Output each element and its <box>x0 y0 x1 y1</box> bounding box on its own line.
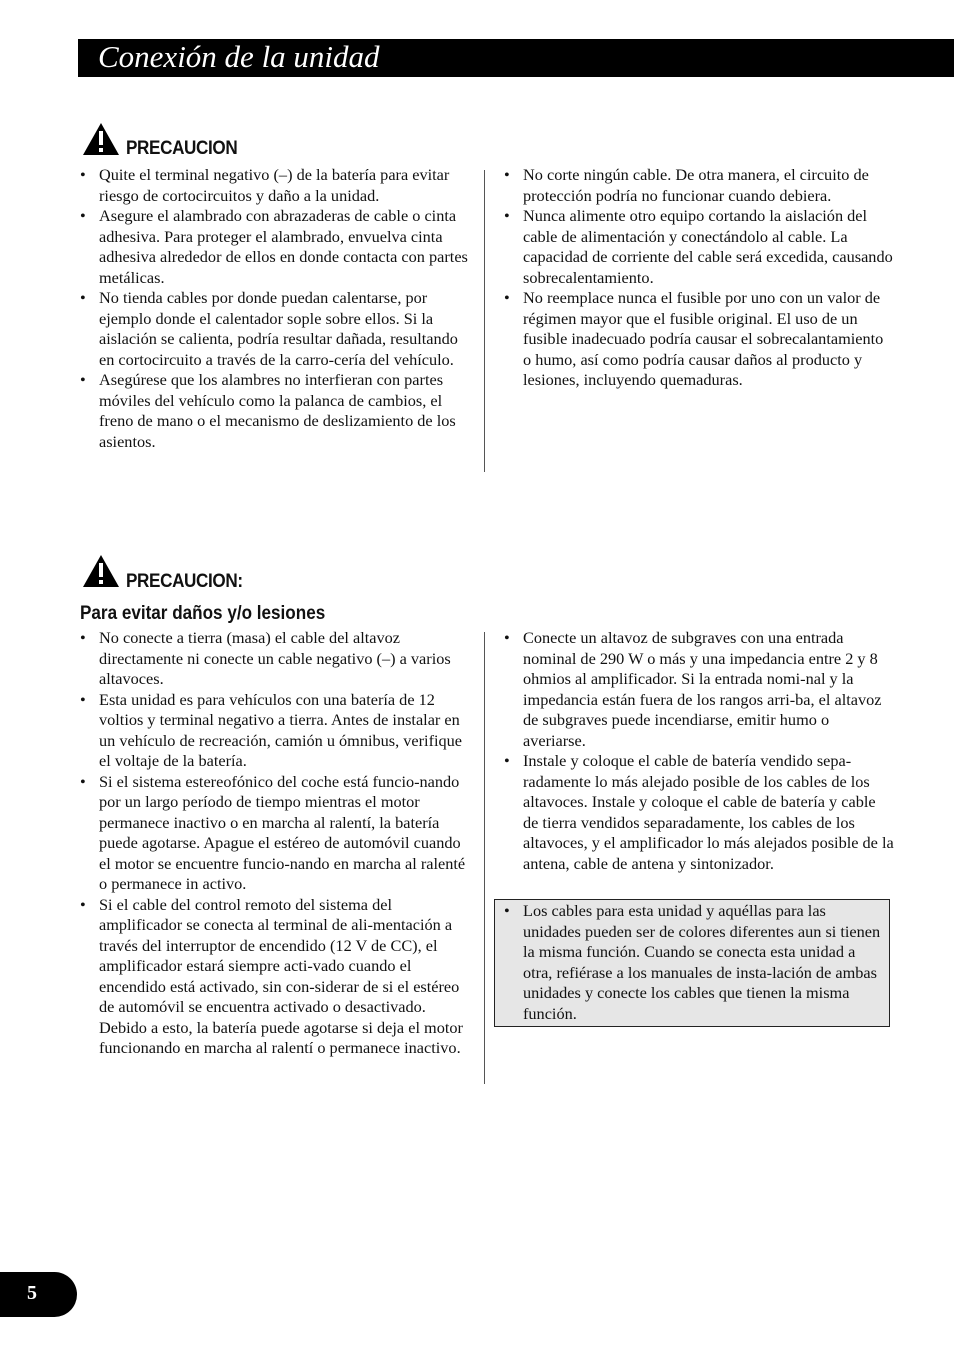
list-item: • No corte ningún cable. De otra manera, el circuito de protección podría no funcionar cuando debiera. <box>502 165 894 206</box>
list-item: • Esta unidad es para vehículos con una batería de 12 voltios y terminal negativo a tierra. Antes de instalar en un vehículo de recreación, camión u ómnibus, verifique el voltaje de la batería. <box>78 690 470 772</box>
list-item: • No tienda cables por donde puedan calentarse, por ejemplo donde el calentador sople sobre ellos. Si la aislación se calienta, podría resultar dañada, resultando en cortocircuito a través de la carro-cería del vehículo. <box>78 288 470 370</box>
section1-left-list <box>78 165 470 452</box>
list-item: • Asegure el alambrado con abrazaderas de cable o cinta adhesiva. Para proteger el alambrado, envuelva cinta adhesiva alrededor de ellos en donde contacta con partes metálicas. <box>78 206 470 288</box>
list-item: • Nunca alimente otro equipo cortando la aislación del cable de alimentación y conectándolo al cable. La capacidad de corriente del cable será excedida, causando sobrecalentamiento. <box>502 206 894 288</box>
warning-triangle-icon <box>82 554 120 588</box>
column-divider <box>484 632 485 1084</box>
list-item: • Si el sistema estereofónico del coche está funcio-nando por un largo período de tiempo mientras el motor permanece inactivo o en marcha al ralentí, la batería puede agotarse. Apague el estéreo de automóvil cuando el motor se encuentre funcio-nando en marcha al ralenté o permanece in activo. <box>78 772 470 895</box>
list-item: • Asegúrese que los alambres no interfieran con partes móviles del vehículo como la palanca de cambios, el freno de mano o el mecanismo de deslizamiento de los asientos. <box>78 370 470 452</box>
page-number-tab <box>0 1272 77 1317</box>
list-item: • No reemplace nunca el fusible por uno con un valor de régimen mayor que el fusible original. El uso de un fusible inadecuado podría causar el sobrecalantamiento o humo, así como podría causar daños al producto y lesiones, incluyendo quemaduras. <box>502 288 894 391</box>
section2-heading: PRECAUCION: <box>126 571 243 592</box>
title-bar <box>78 39 954 77</box>
warning-triangle-icon <box>82 122 120 156</box>
page-number: 5 <box>27 1282 37 1304</box>
list-item: • Conecte un altavoz de subgraves con una entrada nominal de 290 W o más y una impedancia entre 2 y 8 ohmios al amplificador. Si la entrada nomi-nal y la impedancia están fuera de los rangos arri-ba, el altavoz de subgraves puede incendiarse, emitir humo o averiarse. <box>502 628 894 751</box>
note-list <box>502 901 882 1024</box>
page-title: Conexión de la unidad <box>98 39 380 74</box>
list-item: • Quite el terminal negativo (–) de la batería para evitar riesgo de cortocircuitos y daño a la unidad. <box>78 165 470 206</box>
list-item: • Instale y coloque el cable de batería vendido sepa-radamente lo más alejado posible de los cables de los altavoces. Instale y coloque el cable de batería y cable de tierra vendidos separadamente, los cables de los altavoces, y el amplificador lo más alejados posible de la antena, cable de antena y sintonizador. <box>502 751 894 874</box>
note-text: • Los cables para esta unidad y aquéllas para las unidades pueden ser de colores diferentes aun si tienen la misma función. Cuando se conecta esta unidad a otra, refiérase a los manuales de insta-lación de ambas unidades y conecte los cables que tienen la misma función. <box>502 901 882 1024</box>
section2-subheading: Para evitar daños y/o lesiones <box>80 603 326 624</box>
section2-left-list <box>78 628 470 1059</box>
list-item: • Si el cable del control remoto del sistema del amplificador se conecta al terminal de ali-mentación a través del interruptor de encendido (12 V de CC), el amplificador estará siempre acti-vado cuando el encendido está activado, sin con-siderar de si el estéreo de automóvil se encuentra activado o desactivado. Debido a esto, la batería puede agotarse si deja el motor funcionando en marcha al ralentí o permanece inactivo. <box>78 895 470 1059</box>
column-divider <box>484 170 485 472</box>
list-item: • No conecte a tierra (masa) el cable del altavoz directamente ni conecte un cable negativo (–) a varios altavoces. <box>78 628 470 690</box>
section1-heading: PRECAUCION <box>126 138 238 159</box>
section2-right-list <box>502 628 894 874</box>
section1-right-list <box>502 165 894 391</box>
